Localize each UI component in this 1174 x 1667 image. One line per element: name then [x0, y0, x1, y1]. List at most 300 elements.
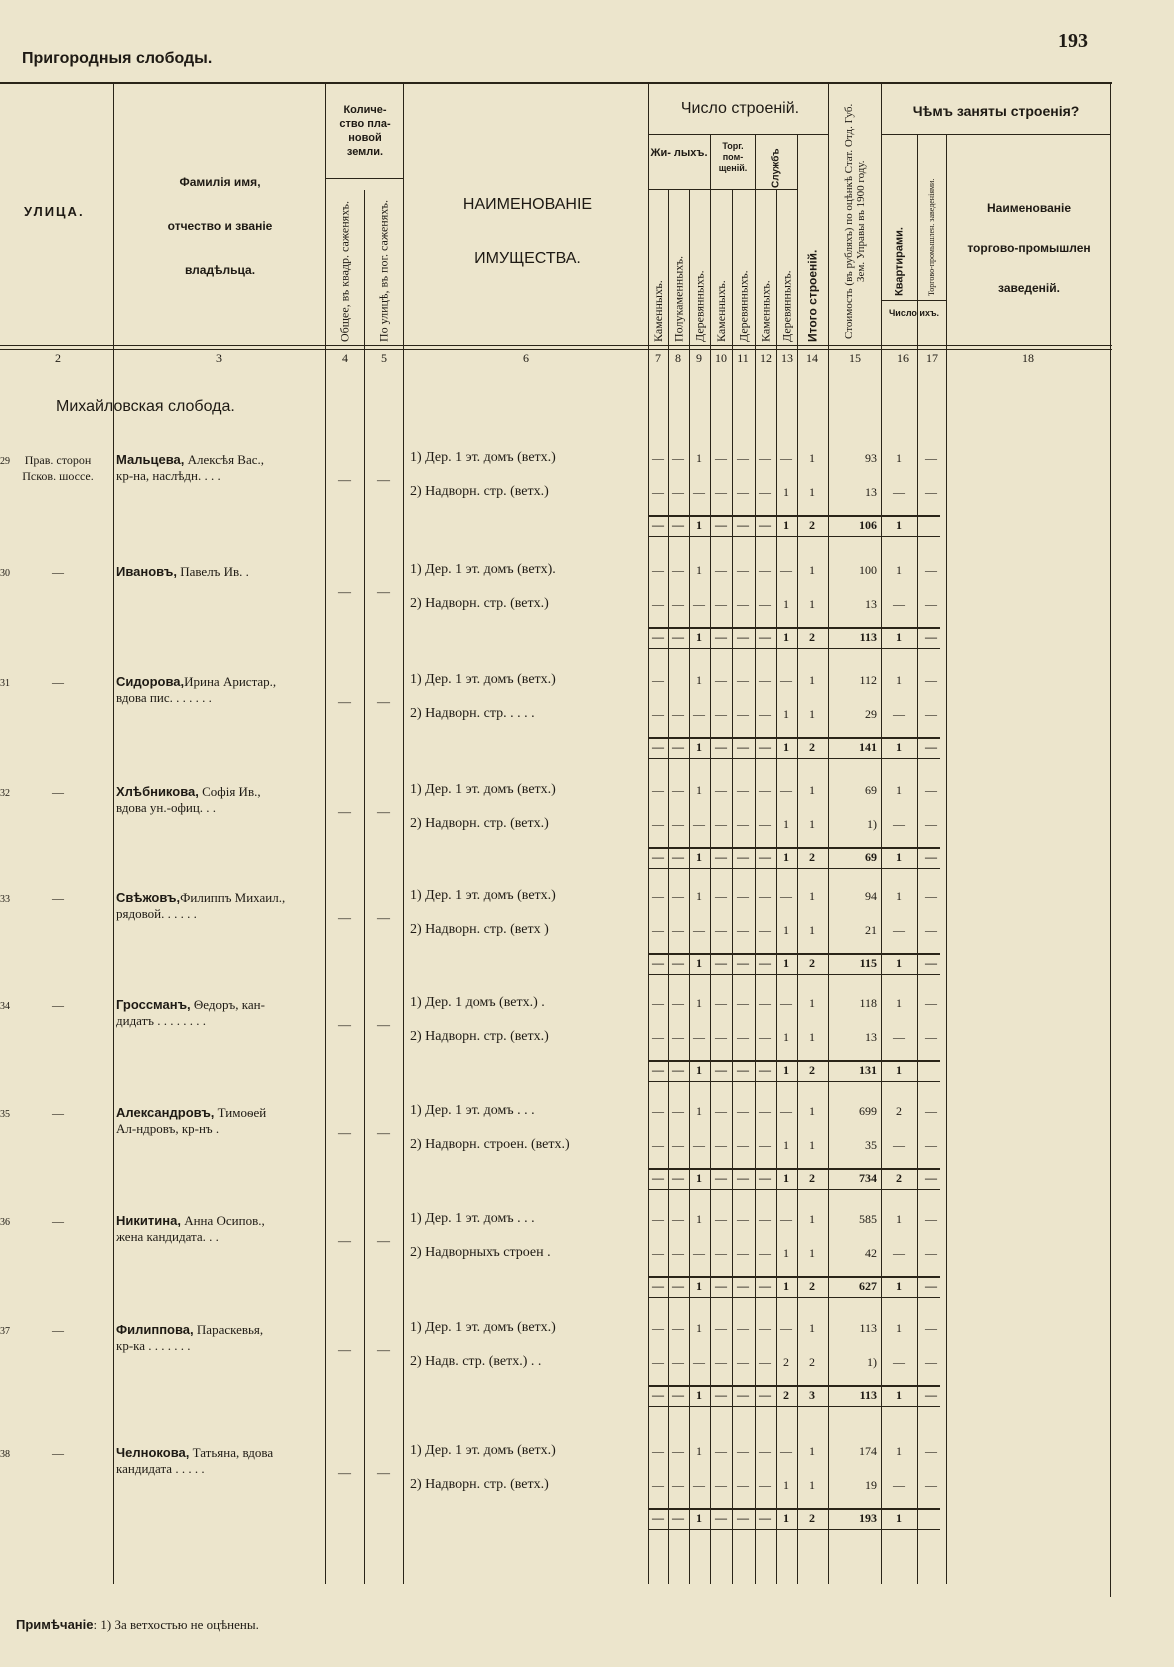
sum-cell: —: [652, 630, 664, 644]
sum-cell: 1: [896, 1511, 902, 1525]
value-cell: 699: [859, 1104, 877, 1118]
street-cell: [4, 1322, 112, 1338]
value-cell: —: [693, 817, 705, 831]
col13-header: Деревянныхъ.: [779, 270, 794, 342]
sum-cell: —: [737, 850, 749, 864]
row-number: 30: [0, 568, 10, 579]
owner-line2: вдова пис. . . . . . .: [116, 690, 212, 705]
value-cell: 13: [865, 485, 877, 499]
owner-line1: [116, 997, 322, 1013]
sum-cell: 1: [896, 518, 902, 532]
value-cell: —: [672, 817, 684, 831]
value-cell: —: [672, 485, 684, 499]
sum-cell: —: [737, 1511, 749, 1525]
owner-surname: Ивановъ,: [116, 564, 177, 579]
value-cell: —: [672, 1444, 684, 1458]
value-cell: —: [759, 451, 771, 465]
sum-cell: —: [715, 1388, 727, 1402]
value-cell: —: [672, 889, 684, 903]
sum-cell: —: [715, 1511, 727, 1525]
sum-cell: 1: [783, 518, 789, 532]
value-cell: —: [715, 817, 727, 831]
value-cell: —: [737, 1246, 749, 1260]
value-cell: —: [715, 707, 727, 721]
value-cell: —: [925, 817, 937, 831]
sum-line-top: [648, 1060, 940, 1062]
land-total-cell: —: [338, 1465, 351, 1480]
owner-cell: [116, 1445, 322, 1477]
owner-line2: Ал-ндровъ, кр-нъ .: [116, 1121, 220, 1136]
sum-line-top: [648, 1385, 940, 1387]
sum-cell: —: [737, 740, 749, 754]
buildings-group-header: Число строеній.: [680, 100, 800, 117]
value-cell: 1): [867, 817, 877, 831]
value-cell: 1: [809, 817, 815, 831]
sum-cell: —: [759, 850, 771, 864]
value-cell: —: [925, 923, 937, 937]
value-cell: —: [925, 889, 937, 903]
col9-header: Деревянныхъ.: [692, 270, 707, 342]
value-cell: —: [925, 1030, 937, 1044]
value-cell: —: [737, 1138, 749, 1152]
value-cell: —: [672, 1212, 684, 1226]
colnum-11: 11: [737, 351, 749, 365]
sum-cell: 2: [809, 1171, 815, 1185]
value-cell: —: [715, 451, 727, 465]
colnum-5: 5: [381, 351, 387, 365]
value-cell: —: [737, 1030, 749, 1044]
owner-line2: дидатъ . . . . . . . .: [116, 1013, 207, 1028]
trade-inst-header: Торгово-промышлен. заведеніями.: [927, 178, 936, 296]
value-cell: 1: [809, 1030, 815, 1044]
value-cell: —: [893, 1246, 905, 1260]
owner-header: Фамилія имя, отчество и званіе владѣльца.: [167, 175, 273, 277]
value-cell: 1: [783, 707, 789, 721]
owner-surname: Мальцева,: [116, 452, 185, 467]
street-cell: [4, 1105, 112, 1121]
value-cell: 1: [809, 1321, 815, 1335]
value-cell: —: [715, 996, 727, 1010]
owner-cell: [116, 997, 322, 1029]
value-cell: —: [759, 783, 771, 797]
row-number: 33: [0, 894, 10, 905]
value-cell: —: [893, 485, 905, 499]
value-cell: —: [652, 673, 664, 687]
street-cell: [4, 997, 112, 1013]
land-streets-cell: —: [377, 1017, 390, 1032]
residential-header: Жи- лыхъ.: [650, 147, 708, 159]
value-cell: —: [925, 597, 937, 611]
value-cell: 1: [783, 597, 789, 611]
colnum-3: 3: [216, 351, 222, 365]
sum-cell: 1: [783, 1063, 789, 1077]
value-cell: 118: [859, 996, 877, 1010]
sum-cell: —: [759, 1171, 771, 1185]
sum-cell: —: [737, 630, 749, 644]
land-total-cell: —: [338, 1125, 351, 1140]
sum-line-bottom: [648, 974, 940, 975]
land-total-cell: —: [338, 1342, 351, 1357]
value-cell: —: [925, 707, 937, 721]
value-cell: 112: [859, 673, 877, 687]
value-cell: 174: [859, 1444, 877, 1458]
value-cell: 1: [696, 1104, 702, 1118]
sum-cell: 1: [696, 956, 702, 970]
owner-line1: [116, 564, 322, 580]
colnum-4: 4: [342, 351, 348, 365]
sum-cell: 1: [783, 1171, 789, 1185]
land-streets-cell: —: [377, 472, 390, 487]
apartments-header: Квартирами.: [893, 227, 906, 296]
value-cell: —: [759, 889, 771, 903]
sum-cell: 2: [809, 518, 815, 532]
value-cell: 1: [783, 1138, 789, 1152]
sum-cell: 1: [783, 630, 789, 644]
value-cell: —: [893, 707, 905, 721]
colnum-2: 2: [55, 351, 61, 365]
value-cell: —: [672, 923, 684, 937]
value-cell: 1: [696, 783, 702, 797]
street-cell: [4, 564, 112, 580]
value-cell: 42: [865, 1246, 877, 1260]
street-cell: [4, 1213, 112, 1229]
street-line: Псков. шоссе.: [22, 469, 94, 483]
sum-cell: —: [672, 1063, 684, 1077]
value-cell: —: [737, 673, 749, 687]
sum-cell: —: [715, 956, 727, 970]
value-cell: —: [893, 817, 905, 831]
sum-cell: 2: [809, 1511, 815, 1525]
value-cell: —: [780, 1321, 792, 1335]
value-cell: 1: [809, 1138, 815, 1152]
value-cell: 1: [783, 817, 789, 831]
row-number: 29: [0, 456, 10, 467]
value-cell: —: [893, 1138, 905, 1152]
sum-cell: 734: [859, 1171, 877, 1185]
sum-cell: 131: [859, 1063, 877, 1077]
footnote-label: Примѣчаніе: [16, 1617, 94, 1632]
sum-cell: 1: [696, 1279, 702, 1293]
sum-cell: —: [925, 1171, 937, 1185]
value-cell: —: [893, 1355, 905, 1369]
value-cell: —: [925, 1478, 937, 1492]
value-cell: 1: [696, 996, 702, 1010]
value-cell: 1: [896, 889, 902, 903]
street-line: Прав. сторон: [24, 453, 92, 467]
sum-cell: —: [925, 956, 937, 970]
owner-line2: кандидата . . . . .: [116, 1461, 205, 1476]
value-cell: 29: [865, 707, 877, 721]
colnum-12: 12: [760, 351, 772, 365]
value-cell: —: [759, 817, 771, 831]
value-cell: 2: [809, 1355, 815, 1369]
sum-cell: —: [737, 1063, 749, 1077]
land-streets-cell: —: [377, 1125, 390, 1140]
colnum-6: 6: [523, 351, 529, 365]
value-cell: —: [737, 563, 749, 577]
street-cell: [4, 890, 112, 906]
land-total-cell: —: [338, 910, 351, 925]
sum-cell: 69: [865, 850, 877, 864]
value-cell: —: [759, 1104, 771, 1118]
sum-cell: 2: [809, 956, 815, 970]
col11-header: Деревянныхъ.: [736, 270, 751, 342]
value-cell: 1: [809, 889, 815, 903]
value-cell: —: [925, 1212, 937, 1226]
total-header: Итого строеній.: [805, 249, 820, 342]
street-line: —: [52, 1214, 64, 1228]
sum-line-top: [648, 737, 940, 739]
value-cell: —: [759, 1030, 771, 1044]
land-total-cell: —: [338, 804, 351, 819]
value-cell: —: [652, 783, 664, 797]
property-item: 1) Дер. 1 эт. домъ (ветх.): [410, 672, 556, 687]
value-cell: —: [652, 1478, 664, 1492]
owner-surname: Александровъ,: [116, 1105, 215, 1120]
land-streets-cell: —: [377, 584, 390, 599]
sum-cell: —: [652, 518, 664, 532]
sum-cell: 2: [809, 630, 815, 644]
sum-cell: —: [652, 1388, 664, 1402]
land-streets-cell: —: [377, 804, 390, 819]
value-cell: —: [759, 1212, 771, 1226]
sum-cell: 1: [896, 1063, 902, 1077]
property-header: НАИМЕНОВАНІЕ ИМУЩЕСТВА.: [462, 196, 593, 267]
value-cell: —: [652, 563, 664, 577]
sum-cell: 2: [809, 850, 815, 864]
value-cell: —: [672, 563, 684, 577]
value-cell: —: [693, 1138, 705, 1152]
value-cell: —: [925, 996, 937, 1010]
value-cell: 1: [809, 485, 815, 499]
sum-cell: —: [759, 630, 771, 644]
value-cell: —: [737, 1444, 749, 1458]
col8-header: Полукаменныхъ.: [671, 255, 686, 342]
service-header: Службъ: [770, 148, 782, 188]
value-cell: —: [715, 1212, 727, 1226]
value-cell: —: [737, 1321, 749, 1335]
owner-line2: кр-на, наслѣдн. . . .: [116, 468, 221, 483]
value-cell: —: [737, 783, 749, 797]
trade-name-header: Наименованіе торгово-промышлен заведеній.: [967, 201, 1091, 295]
value-cell: —: [652, 1138, 664, 1152]
value-cell: —: [652, 817, 664, 831]
colnum-16: 16: [897, 351, 909, 365]
value-cell: —: [715, 485, 727, 499]
sum-cell: —: [759, 1388, 771, 1402]
street-line: —: [52, 998, 64, 1012]
owner-surname: Челнокова,: [116, 1445, 190, 1460]
value-cell: 1: [809, 1212, 815, 1226]
colnum-8: 8: [675, 351, 681, 365]
sum-line-bottom: [648, 536, 940, 537]
value-cell: —: [715, 1355, 727, 1369]
row-number: 38: [0, 1449, 10, 1460]
value-cell: —: [925, 673, 937, 687]
page-number: 193: [1058, 30, 1088, 52]
street-line: —: [52, 675, 64, 689]
value-cell: —: [893, 1478, 905, 1492]
value-cell: —: [737, 1104, 749, 1118]
owner-given-names: Филиппъ Михаил.,: [180, 890, 286, 905]
land-streets-cell: —: [377, 694, 390, 709]
land-streets-cell: —: [377, 1233, 390, 1248]
sum-cell: —: [759, 1511, 771, 1525]
value-cell: 1: [896, 996, 902, 1010]
value-cell: —: [759, 1321, 771, 1335]
value-cell: 1: [896, 451, 902, 465]
sum-cell: —: [759, 1279, 771, 1293]
sum-cell: —: [925, 740, 937, 754]
sum-cell: 1: [896, 1388, 902, 1402]
sum-cell: —: [715, 518, 727, 532]
sum-line-top: [648, 627, 940, 629]
value-cell: —: [759, 996, 771, 1010]
value-cell: —: [737, 597, 749, 611]
sum-cell: —: [925, 630, 937, 644]
property-item: 2) Надворн. стр. (ветх.): [410, 484, 549, 499]
value-cell: —: [652, 707, 664, 721]
value-cell: 1: [809, 783, 815, 797]
sum-cell: 1: [896, 956, 902, 970]
value-cell: —: [672, 1321, 684, 1335]
sum-cell: 1: [696, 1511, 702, 1525]
sum-line-bottom: [648, 1081, 940, 1082]
sum-line-bottom: [648, 1406, 940, 1407]
value-cell: 1: [809, 707, 815, 721]
street-line: —: [52, 1446, 64, 1460]
value-cell: —: [693, 1478, 705, 1492]
value-cell: 1: [696, 563, 702, 577]
col12-header: Каменныхъ.: [758, 280, 773, 342]
land-streets-cell: —: [377, 1342, 390, 1357]
colnum-14: 14: [806, 351, 818, 365]
property-item: 1) Дер. 1 домъ (ветх.) .: [410, 995, 545, 1010]
owner-cell: [116, 452, 322, 484]
value-cell: —: [672, 1104, 684, 1118]
owner-line2: вдова ун.-офиц. . .: [116, 800, 217, 815]
property-item: 2) Надворн. стр. (ветх ): [410, 922, 549, 937]
sum-cell: —: [715, 630, 727, 644]
sum-cell: —: [925, 1388, 937, 1402]
sum-line-top: [648, 953, 940, 955]
property-item: 2) Надв. стр. (ветх.) . .: [410, 1354, 542, 1369]
sum-cell: —: [652, 1279, 664, 1293]
sum-cell: 1: [896, 1279, 902, 1293]
value-cell: 1): [867, 1355, 877, 1369]
land-total-cell: —: [338, 584, 351, 599]
value-cell: 69: [865, 783, 877, 797]
value-cell: —: [737, 707, 749, 721]
street-line: —: [52, 785, 64, 799]
owner-line1: [116, 1445, 322, 1461]
sum-cell: 3: [809, 1388, 815, 1402]
value-cell: —: [672, 707, 684, 721]
sum-cell: —: [715, 740, 727, 754]
colnum-7: 7: [655, 351, 661, 365]
sum-cell: —: [652, 956, 664, 970]
value-cell: —: [737, 889, 749, 903]
sum-cell: 113: [859, 630, 877, 644]
value-cell: —: [672, 1030, 684, 1044]
owner-given-names: Татьяна, вдова: [189, 1445, 274, 1460]
sum-cell: —: [672, 1171, 684, 1185]
property-item: 2) Надворн. стр. (ветх.): [410, 1029, 549, 1044]
value-cell: —: [759, 485, 771, 499]
value-cell: —: [780, 1444, 792, 1458]
sum-line-bottom: [648, 758, 940, 759]
sum-line-bottom: [648, 1189, 940, 1190]
sum-line-top: [648, 515, 940, 517]
owner-line1: [116, 1322, 322, 1338]
value-cell: —: [715, 563, 727, 577]
value-cell: —: [925, 1355, 937, 1369]
property-item: 1) Дер. 1 эт. домъ (ветх).: [410, 562, 556, 577]
sum-cell: 1: [783, 1511, 789, 1525]
sum-cell: —: [672, 1511, 684, 1525]
property-item: 2) Надворн. строен. (ветх.): [410, 1137, 570, 1152]
value-cell: —: [759, 563, 771, 577]
value-cell: —: [925, 451, 937, 465]
owner-cell: [116, 784, 322, 816]
street-line: —: [52, 891, 64, 905]
value-cell: 1: [809, 563, 815, 577]
value-cell: —: [737, 451, 749, 465]
value-cell: —: [715, 889, 727, 903]
value-cell: —: [737, 923, 749, 937]
value-cell: —: [715, 597, 727, 611]
colnum-15: 15: [849, 351, 861, 365]
value-cell: 1: [809, 597, 815, 611]
value-cell: —: [652, 1212, 664, 1226]
value-cell: —: [672, 1138, 684, 1152]
sum-cell: 1: [896, 740, 902, 754]
value-cell: —: [759, 1478, 771, 1492]
page-title: Пригородныя слободы.: [22, 50, 213, 67]
sum-cell: 1: [783, 740, 789, 754]
owner-given-names: Параскевья,: [193, 1322, 264, 1337]
value-cell: —: [715, 673, 727, 687]
row-number: 37: [0, 1326, 10, 1337]
value-cell: —: [925, 485, 937, 499]
footnote-text: : 1) За ветхостью не оцѣнены.: [93, 1617, 259, 1632]
value-cell: —: [715, 1478, 727, 1492]
value-cell: 19: [865, 1478, 877, 1492]
sum-cell: —: [715, 1171, 727, 1185]
sum-cell: —: [925, 850, 937, 864]
sum-cell: 1: [696, 1171, 702, 1185]
commercial-header: Торг. пом- щеній.: [718, 141, 748, 173]
value-cell: 585: [859, 1212, 877, 1226]
property-item: 2) Надворн. стр. (ветх.): [410, 1477, 549, 1492]
sum-cell: 2: [809, 740, 815, 754]
property-item: 2) Надворн. стр. . . . .: [410, 706, 535, 721]
value-cell: 1: [809, 923, 815, 937]
sum-cell: —: [715, 1063, 727, 1077]
value-cell: 1: [809, 451, 815, 465]
land-total-cell: —: [338, 694, 351, 709]
owner-surname: Сидорова,: [116, 674, 185, 689]
value-cell: —: [925, 783, 937, 797]
value-cell: 1: [696, 1212, 702, 1226]
sum-line-top: [648, 1276, 940, 1278]
row-number: 36: [0, 1217, 10, 1228]
owner-surname: Свѣжовъ,: [116, 890, 181, 905]
sum-line-top: [648, 847, 940, 849]
street-cell: [4, 674, 112, 690]
value-cell: —: [652, 1030, 664, 1044]
value-cell: —: [715, 1104, 727, 1118]
